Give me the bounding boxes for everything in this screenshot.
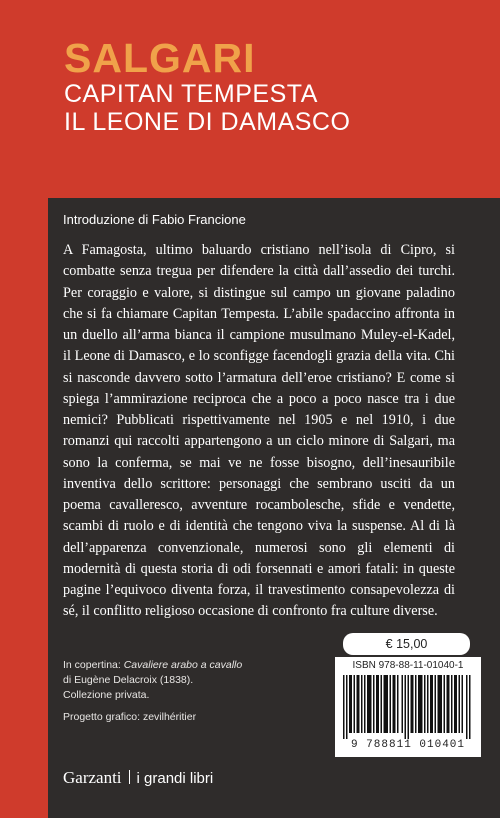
ean-digits: 9 788811 010401 bbox=[350, 739, 466, 751]
publisher-divider bbox=[129, 770, 130, 784]
cover-artist: di Eugène Delacroix (1838). bbox=[63, 674, 194, 686]
title-line-1: CAPITAN TEMPESTA bbox=[64, 80, 318, 108]
publisher-imprint bbox=[63, 768, 213, 789]
cover-image-credit bbox=[63, 658, 313, 703]
barcode-panel bbox=[335, 657, 481, 757]
collection-note: Collezione privata. bbox=[63, 689, 150, 701]
series-name: i grandi libri bbox=[136, 770, 214, 787]
publisher-name: Garzanti bbox=[63, 768, 122, 787]
introduction-credit: Introduzione di Fabio Francione bbox=[63, 212, 246, 227]
cover-header bbox=[64, 36, 350, 136]
blurb-text: A Famagosta, ultimo baluardo cristiano nell’isola di Cipro, si combatte senza tregua per difendere la città dall’assedio dei turchi. Per coraggio e valore, si distingue sul campo un giovane paladino che si fa chiamare Capitan Tempesta. L’abile spadaccino affronta in un duello all’arma bianca il campione musulmano Muley-el-Kadel, il Leone di Damasco, e lo sconfigge facendogli grazia della vita. Chi si nasconde davvero sotto l’armatura dell’eroe cristiano? E come si spiega l’ammirazione reciproca che a poco a poco nasce tra i due nemici? Pubblicati rispettivamente nel 1905 e nel 1910, i due romanzi qui raccolti appartengono a un ciclo minore di Salgari, ma sono la conferma, se mai ve ne fosse bisogno, dell’inesauribile inventiva dello scrittore: personaggi che sembrano usciti da un poema cavalleresco, avventure rocambolesche, sfide e vendette, scambi di ruolo e di identità che tengono viva la suspense. Al di là dell’apparenza convenzionale, numerosi sono gli elementi di modernità di questa storia di odi forsennati e amori fatali: in queste pagine l’equivoco diventa forza, il travestimento consapevolezza di sé, il conflitto religioso occasione di confronto fra culture diverse. bbox=[63, 242, 455, 620]
barcode-icon bbox=[343, 675, 473, 739]
price-tag bbox=[343, 633, 470, 655]
design-credit: Progetto grafico: zevilhéritier bbox=[63, 711, 197, 723]
cover-artwork-title: Cavaliere arabo a cavallo bbox=[123, 659, 243, 671]
author-name: SALGARI bbox=[64, 35, 256, 81]
cover-credit-label: In copertina: bbox=[63, 659, 121, 671]
price-value: € 15,00 bbox=[385, 637, 428, 651]
cover-credit-line bbox=[63, 658, 313, 673]
isbn-label: ISBN 978-88-11-01040-1 bbox=[352, 660, 464, 671]
title-line-2: IL LEONE DI DAMASCO bbox=[64, 108, 351, 136]
